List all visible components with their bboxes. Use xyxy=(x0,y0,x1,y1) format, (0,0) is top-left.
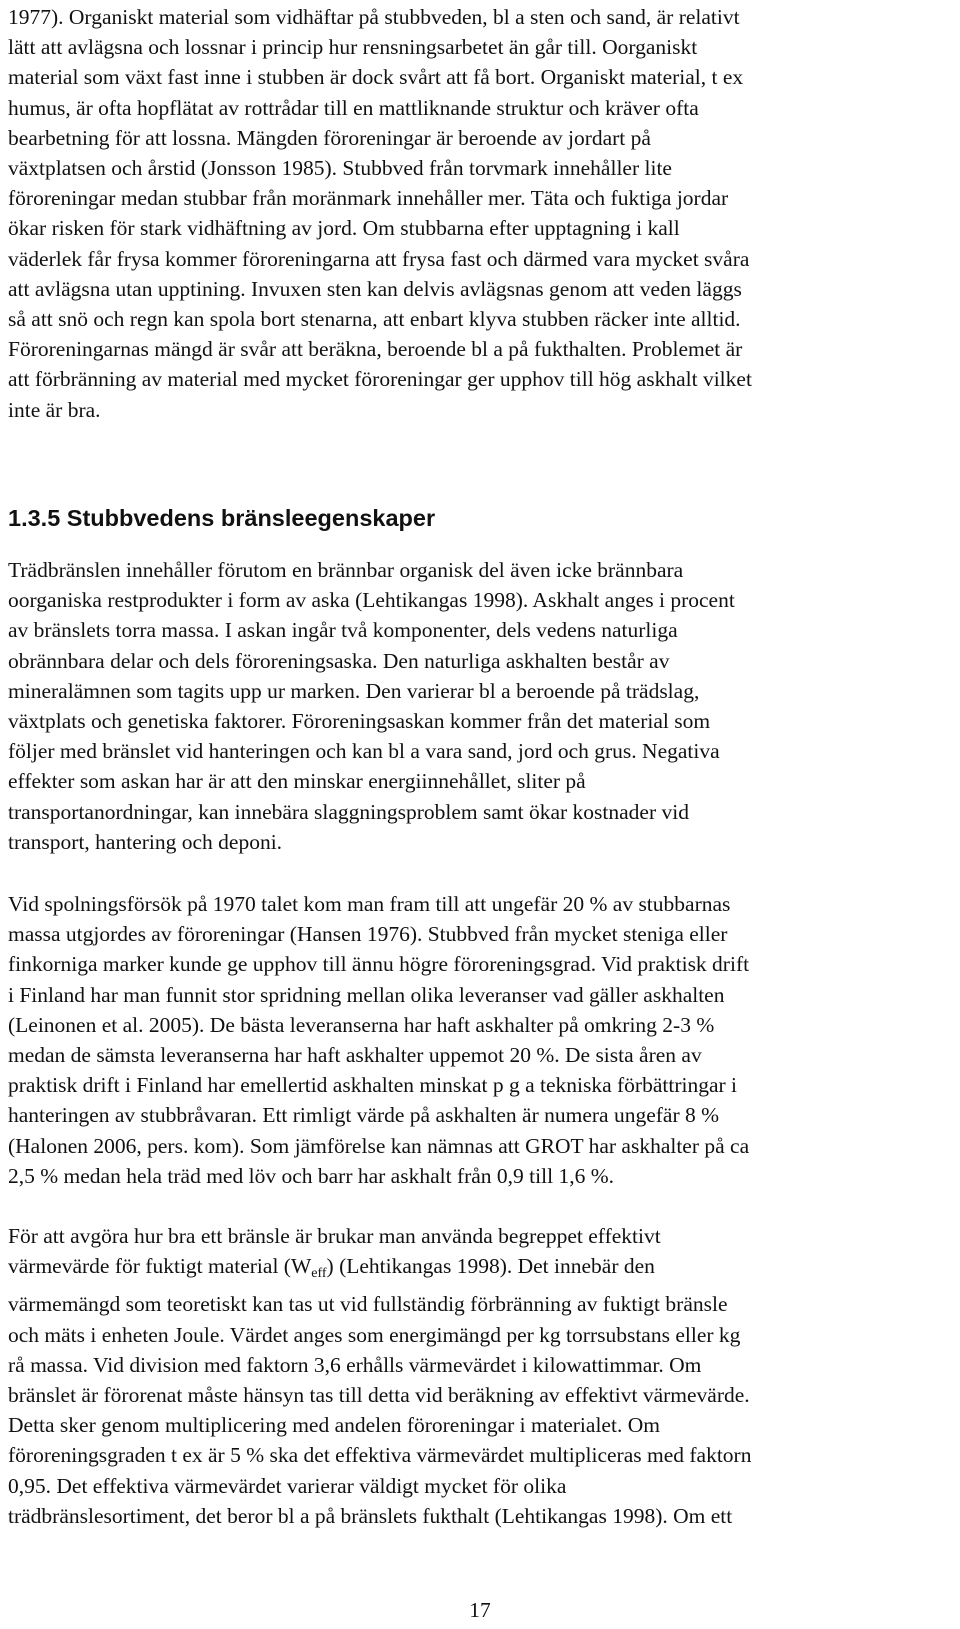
text-line: följer med bränslet vid hanteringen och kan bl a vara sand, jord och grus. Negativa xyxy=(8,739,720,764)
paragraph-ash-content xyxy=(8,555,735,857)
text-line: växtplatsen och årstid (Jonsson 1985). Stubbved från torvmark innehåller lite xyxy=(8,156,672,181)
text-line: inte är bra. xyxy=(8,397,101,422)
text-line: så att snö och regn kan spola bort stenarna, att enbart klyva stubben räcker inte alltid. xyxy=(8,307,741,332)
text-line: rå massa. Vid division med faktorn 3,6 erhålls värmevärdet i kilowattimmar. Om xyxy=(8,1352,702,1377)
subscript-eff: eff xyxy=(311,1266,327,1282)
text-line: obrännbara delar och dels föroreningsaska. Den naturliga askhalten består av xyxy=(8,648,670,673)
text-line: humus, är ofta hopflätat av rottrådar till en mattliknande struktur och kräver ofta xyxy=(8,95,699,120)
text-line: lätt att avlägsna och lossnar i princip hur rensningsarbetet än går till. Oorganiskt xyxy=(8,35,698,60)
text-line: hanteringen av stubbråvaran. Ett rimligt värde på askhalten är numera ungefär 8 % xyxy=(8,1103,720,1128)
text-line: finkorniga marker kunde ge upphov till ännu högre föroreningsgrad. Vid praktisk drift xyxy=(8,952,750,977)
text-line: föroreningar medan stubbar från moränmark innehåller mer. Täta och fuktiga jordar xyxy=(8,186,729,211)
text-line: 1977). Organiskt material som vidhäftar på stubbveden, bl a sten och sand, är relativt xyxy=(8,5,740,29)
text-line: (Leinonen et al. 2005). De bästa leveranserna har haft askhalter på omkring 2-3 % xyxy=(8,1012,715,1037)
text-line: i Finland har man funnit stor spridning mellan olika leveranser vad gäller askhalten xyxy=(8,982,725,1007)
text-line: bearbetning för att lossna. Mängden föroreningar är beroende av jordart på xyxy=(8,125,651,150)
text-line: värmemängd som teoretiskt kan tas ut vid fullständig förbränning av fuktigt bränsle xyxy=(8,1292,728,1317)
text-line: För att avgöra hur bra ett bränsle är brukar man använda begreppet effektivt xyxy=(8,1224,661,1248)
text-line: och mäts i enheten Joule. Värdet anges som energimängd per kg torrsubstans eller kg xyxy=(8,1322,741,1347)
text-line xyxy=(8,1251,751,1289)
text-line: praktisk drift i Finland har emellertid askhalten minskat p g a tekniska förbättringar i xyxy=(8,1073,738,1098)
text-line: oorganiska restprodukter i form av aska (Lehtikangas 1998). Askhalt anges i procent xyxy=(8,588,735,613)
section-heading: 1.3.5 Stubbvedens bränsleegenskaper xyxy=(8,505,436,531)
text-line: föroreningsgraden t ex är 5 % ska det effektiva värmevärdet multipliceras med faktorn xyxy=(8,1443,752,1468)
text-line: medan de sämsta leveranserna har haft askhalter uppemot 20 %. De sista åren av xyxy=(8,1043,702,1068)
text-line: Trädbränslen innehåller förutom en brännbar organisk del även icke brännbara xyxy=(8,558,684,582)
text-line: material som växt fast inne i stubben är dock svårt att få bort. Organiskt material, t ex xyxy=(8,65,744,90)
paragraph-washing-trials xyxy=(8,889,749,1191)
text-line: trädbränslesortiment, det beror bl a på bränslets fukthalt (Lehtikangas 1998). Om ett xyxy=(8,1503,733,1528)
text-line: att avlägsna utan upptining. Invuxen sten kan delvis avlägsnas genom att veden läggs xyxy=(8,276,742,301)
text-line: Vid spolningsförsök på 1970 talet kom man fram till att ungefär 20 % av stubbarnas xyxy=(8,892,731,916)
text-line: transport, hantering och deponi. xyxy=(8,829,283,854)
text-line: Detta sker genom multiplicering med andelen föroreningar i materialet. Om xyxy=(8,1413,660,1438)
text-line: Föroreningarnas mängd är svår att beräkna, beroende bl a på fukthalten. Problemet är xyxy=(8,337,743,362)
text-line: mineralämnen som tagits upp ur marken. Den varierar bl a beroende på trädslag, xyxy=(8,678,700,703)
text-line: väderlek får frysa kommer föroreningarna att frysa fast och därmed vara mycket svåra xyxy=(8,246,750,271)
text-line: bränslet är förorenat måste hänsyn tas till detta vid beräkning av effektivt värmevärde. xyxy=(8,1383,750,1408)
page-number: 17 xyxy=(469,1598,491,1622)
text-line: av bränslets torra massa. I askan ingår två komponenter, dels vedens naturliga xyxy=(8,618,678,643)
text-fragment: ) (Lehtikangas 1998). Det innebär den xyxy=(326,1254,655,1279)
text-line: transportanordningar, kan innebära slaggningsproblem samt ökar kostnader vid xyxy=(8,799,689,824)
text-line: massa utgjordes av föroreningar (Hansen 1976). Stubbved från mycket steniga eller xyxy=(8,922,728,947)
text-line: ökar risken för stark vidhäftning av jord. Om stubbarna efter upptagning i kall xyxy=(8,216,680,241)
text-line: att förbränning av material med mycket föroreningar ger upphov till hög askhalt vilket xyxy=(8,367,752,392)
text-line: 0,95. Det effektiva värmevärdet varierar väldigt mycket för olika xyxy=(8,1473,567,1498)
text-line: effekter som askan har är att den minskar energiinnehållet, sliter på xyxy=(8,769,586,794)
paragraph-top xyxy=(8,2,752,425)
paragraph-heating-value xyxy=(8,1221,751,1531)
text-line: (Halonen 2006, pers. kom). Som jämförelse kan nämnas att GROT har askhalter på ca xyxy=(8,1133,750,1158)
text-line: växtplats och genetiska faktorer. Föroreningsaskan kommer från det material som xyxy=(8,709,711,734)
text-line: 2,5 % medan hela träd med löv och barr har askhalt från 0,9 till 1,6 %. xyxy=(8,1163,614,1188)
text-fragment: värmevärde för fuktigt material (W xyxy=(8,1254,312,1279)
